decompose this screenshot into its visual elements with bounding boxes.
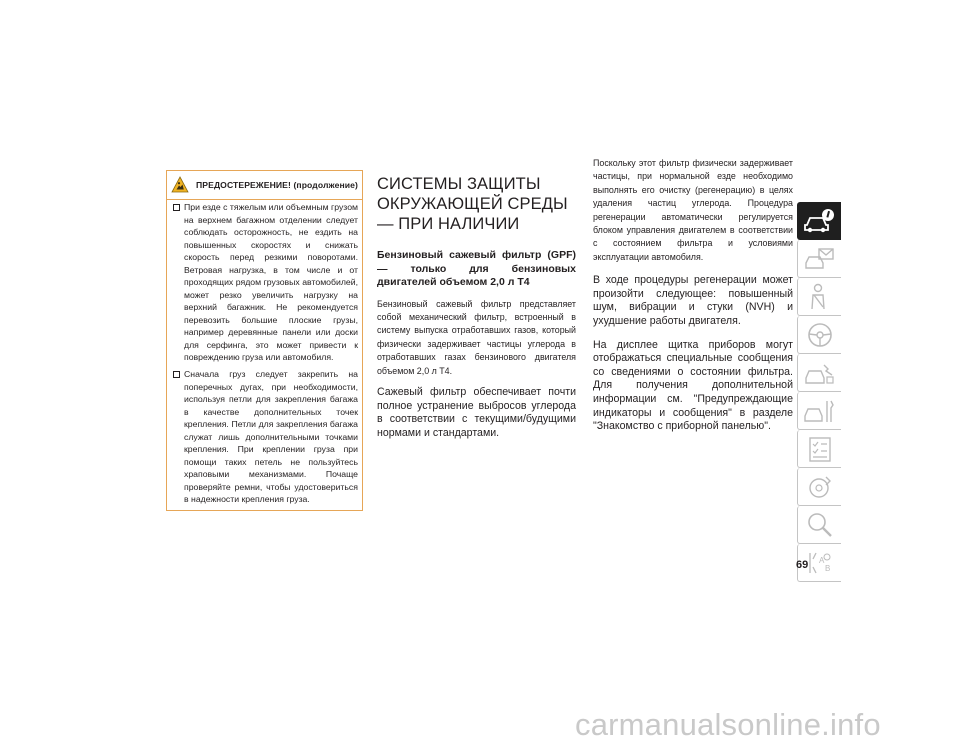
multimedia-icon (802, 471, 838, 503)
steering-wheel-icon (802, 319, 838, 351)
right-paragraph: Поскольку этот фильтр физически задерживает частицы, при нормальной езде необходимо выполнять его очистку (регенерацию) в целях удаления частиц углерода. Процедура регенерации автоматически регулируется блоком управления двигателем в соответствии с состоянием фильтра и условиями эксплуатации автомобиля. (593, 158, 793, 262)
section-title: СИСТЕМЫ ЗАЩИТЫ ОКРУЖАЮЩЕЙ СРЕДЫ — ПРИ НАЛИЧИИ (377, 175, 568, 233)
car-crash-icon (802, 357, 838, 389)
tab-car-mail[interactable] (797, 240, 841, 278)
section-paragraph: Бензиновый сажевый фильтр представляет собой механический фильтр, встроенный в систему выпуска отработавших газов, который физически задерживает частицы углерода в отработавших газах бензинового двигателя объемом 2,0 л T4. (377, 298, 576, 376)
car-tools-icon (802, 395, 838, 427)
tab-service-checklist[interactable] (797, 430, 841, 468)
tab-car-info[interactable] (797, 202, 841, 240)
warning-bullet-text: При езде с тяжелым или объемным грузом на верхнем багажном отделении следует соблюдать осторожность, не ездить на повышенных скоростях и снижать скорость перед резкими поворотами. Ветровая нагрузка, в том числе и от проходящих рядом грузовых автомобилей, может резко увеличить нагрузку на верхний багажник. Не рекомендуется перевозить большие плоские грузы, например деревянные панели или доски для серфинга, это может привести к повреждению груза или автомобиля. (184, 202, 358, 362)
svg-text:A: A (819, 556, 825, 565)
svg-text:B: B (825, 564, 831, 573)
tab-seatbelt[interactable] (797, 278, 841, 316)
warning-bullet (173, 368, 358, 506)
right-paragraph: В ходе процедуры регенерации может произойти следующее: повышенный шум, вибрации и стуки (NVH) и ухудшение работы двигателя. (593, 274, 793, 328)
warning-title: ПРЕДОСТЕРЕЖЕНИЕ! (продолжение) (196, 180, 359, 190)
car-info-icon (801, 205, 837, 237)
car-mail-icon (802, 243, 838, 275)
warning-triangle-icon (171, 176, 189, 193)
tab-car-tools[interactable] (797, 392, 841, 430)
page-number: 69 (796, 559, 809, 571)
seatbelt-icon (802, 281, 838, 313)
bullet-box-icon (173, 371, 180, 378)
warning-bullet-text: Сначала груз следует закрепить на поперечных дугах, при необходимости, используя петли для закрепления багажа в качестве дополнительных точек крепления. Петли для закрепления багажа служат лишь дополнительными точками крепления. При креплении груза при помощи таких петель не пользуйтесь храповыми механизмами. Почаще проверяйте ремни, чтобы удостовериться в надежности крепления груза. (184, 369, 358, 504)
warning-bullet (173, 201, 358, 364)
service-checklist-icon (802, 433, 838, 465)
watermark: carmanualsonline.info (575, 707, 881, 742)
middle-column (377, 174, 576, 440)
right-column (593, 157, 793, 434)
warning-box (166, 170, 363, 511)
tab-car-crash[interactable] (797, 354, 841, 392)
tab-search[interactable] (797, 506, 841, 544)
search-icon (802, 509, 838, 541)
tab-multimedia[interactable] (797, 468, 841, 506)
bullet-box-icon (173, 204, 180, 211)
right-paragraph: На дисплее щитка приборов могут отображаться специальные сообщения со сведениями о состоянии фильтра. Для получения дополнительной информации см. "Предупреждающие индикаторы и сообщения" в разделе "Знакомство с приборной панелью". (593, 338, 793, 433)
tab-steering-wheel[interactable] (797, 316, 841, 354)
warning-header (167, 171, 362, 200)
section-paragraph: Сажевый фильтр обеспечивает почти полное устранение выбросов углерода в соответствии с текущими/будущими нормами и стандартами. (377, 385, 576, 439)
section-subtitle: Бензиновый сажевый фильтр (GPF) — только для бензиновых двигателей объемом 2,0 л T4 (377, 249, 576, 288)
